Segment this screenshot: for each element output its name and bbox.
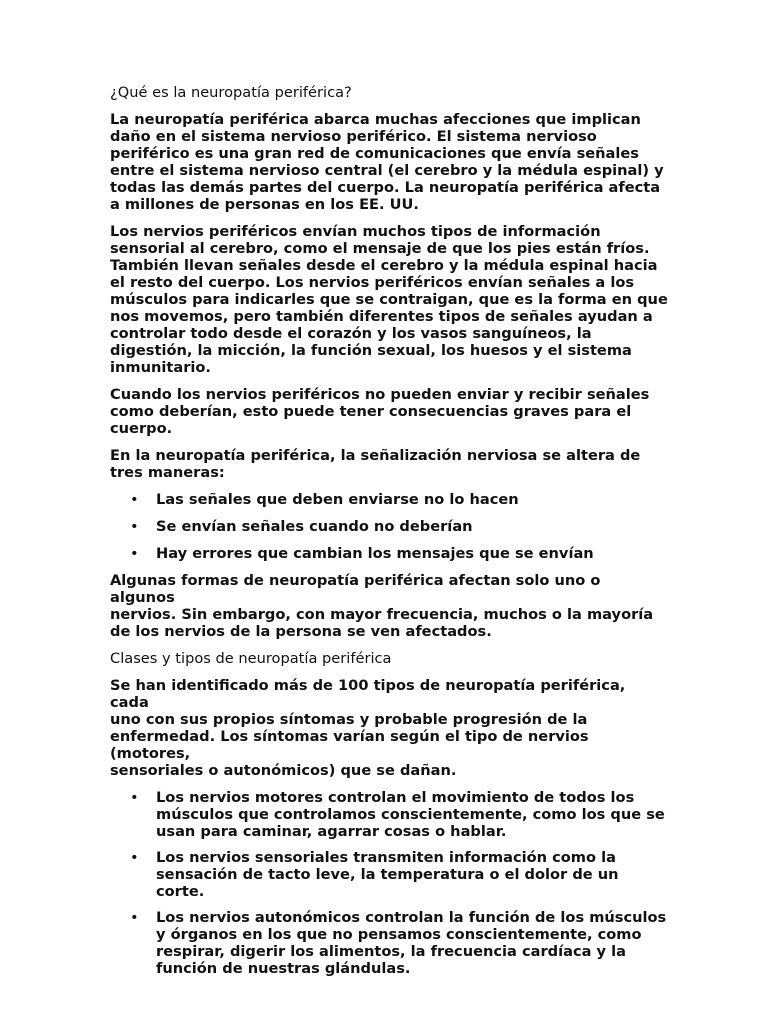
list-item (110, 789, 668, 840)
list-item-text: Se envían señales cuando no deberían (156, 518, 473, 535)
paragraph-6: Se han identificado más de 100 tipos de neuropatía periférica, cada uno con sus propios síntomas y probable progresión de la enfermedad. Los síntomas varían según el tipo de nervios (motores, sensoriales o autonómicos) que se dañan. (110, 677, 626, 779)
list-item (110, 849, 668, 900)
bullet-icon: • (130, 545, 139, 562)
signal-bullet-list (110, 491, 668, 562)
list-item-text: Las señales que deben enviarse no lo hacen (156, 491, 519, 508)
nerve-types-bullet-list (110, 789, 668, 977)
paragraph-1: La neuropatía periférica abarca muchas afecciones que implican daño en el sistema nervioso periférico. El sistema nervioso periférico es una gran red de comunicaciones que envía señales entre el sistema nervioso central (el cerebro y la médula espinal) y todas las demás partes del cuerpo. La neuropatía periférica afecta a millones de personas en los EE. UU. (110, 111, 664, 213)
bullet-icon: • (130, 849, 139, 866)
list-item-text: Los nervios sensoriales transmiten información como la sensación de tacto leve, la temperatura o el dolor de un corte. (156, 849, 619, 900)
section-subtitle: Clases y tipos de neuropatía periférica (110, 650, 392, 667)
bullet-icon: • (130, 909, 139, 926)
paragraph-4: En la neuropatía periférica, la señalización nerviosa se altera de tres maneras: (110, 447, 641, 481)
list-item (110, 545, 668, 562)
list-item (110, 491, 668, 508)
list-item (110, 518, 668, 535)
bullet-icon: • (130, 491, 139, 508)
bullet-icon: • (130, 789, 139, 806)
paragraph-5: Algunas formas de neuropatía periférica afectan solo uno o algunos nervios. Sin embargo, con mayor frecuencia, muchos o la mayoría de los nervios de la persona se ven afectados. (110, 572, 654, 640)
list-item-text: Hay errores que cambian los mensajes que se envían (156, 545, 594, 562)
paragraph-2: Los nervios periféricos envían muchos tipos de información sensorial al cerebro, como el mensaje de que los pies están fríos. También llevan señales desde el cerebro y la médula espinal hacia el resto del cuerpo. Los nervios periféricos envían señales a los músculos para indicarles que se contraigan, que es la forma en que nos movemos, pero también diferentes tipos de señales ayudan a controlar todo desde el corazón y los vasos sanguíneos, la digestión, la micción, la función sexual, los huesos y el sistema inmunitario. (110, 223, 668, 376)
list-item-text: Los nervios autonómicos controlan la función de los músculos y órganos en los que no pensamos conscientemente, como respirar, digerir los alimentos, la frecuencia cardíaca y la función de nuestras glándulas. (156, 909, 667, 977)
paragraph-3: Cuando los nervios periféricos no pueden enviar y recibir señales como deberían, esto puede tener consecuencias graves para el cuerpo. (110, 386, 650, 437)
list-item-text: Los nervios motores controlan el movimiento de todos los músculos que controlamos conscientemente, como los que se usan para caminar, agarrar cosas o hablar. (156, 789, 665, 840)
bullet-icon: • (130, 518, 139, 535)
document-title: ¿Qué es la neuropatía periférica? (110, 84, 352, 101)
list-item (110, 909, 668, 977)
